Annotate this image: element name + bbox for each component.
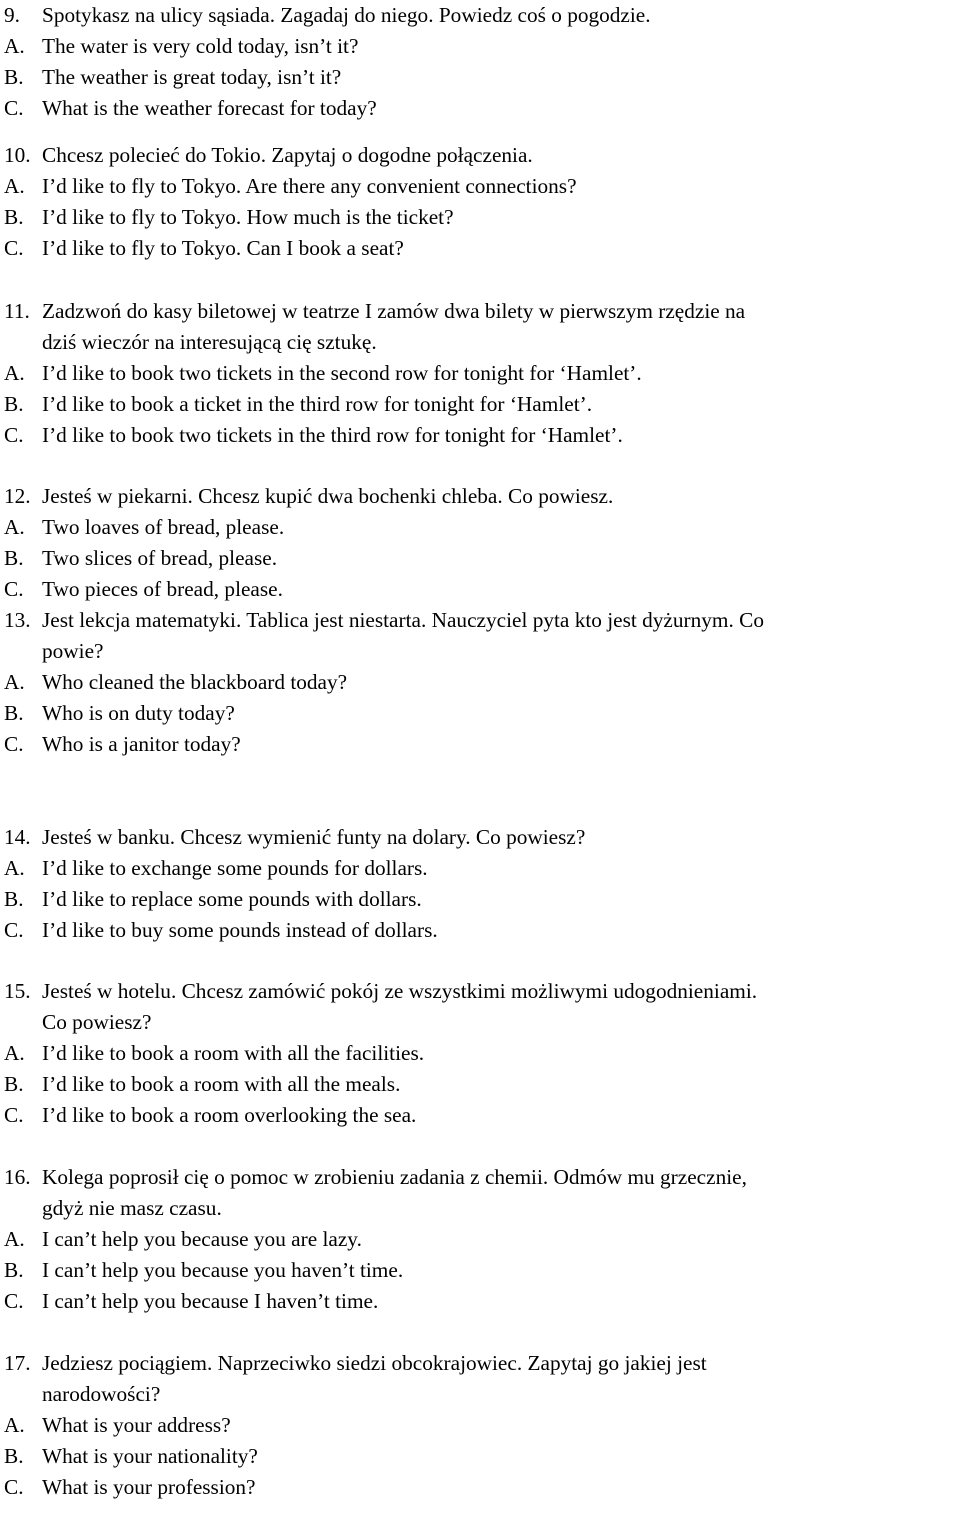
question-prompt-line <box>4 296 956 327</box>
answer-option <box>4 202 956 233</box>
answer-option <box>4 1441 956 1472</box>
option-text: Two slices of bread, please. <box>42 546 278 570</box>
answer-option <box>4 1472 956 1503</box>
question-prompt-text: Chcesz polecieć do Tokio. Zapytaj o dogodne połączenia. <box>42 143 533 167</box>
option-text: What is the weather forecast for today? <box>42 96 377 120</box>
question-prompt-text: dziś wieczór na interesującą cię sztukę. <box>42 330 377 354</box>
question-number: 17. <box>4 1351 31 1375</box>
answer-option <box>4 1038 956 1069</box>
option-text: What is your nationality? <box>42 1444 258 1468</box>
question-15 <box>4 976 956 1131</box>
option-text: What is your profession? <box>42 1475 256 1499</box>
question-number: 15. <box>4 979 31 1003</box>
option-text: I’d like to book a ticket in the third row for tonight for ‘Hamlet’. <box>42 392 593 416</box>
option-letter: A. <box>4 361 25 385</box>
answer-option <box>4 62 956 93</box>
option-letter: B. <box>4 701 24 725</box>
option-letter: B. <box>4 392 24 416</box>
answer-option <box>4 358 956 389</box>
question-prompt-line <box>4 327 956 358</box>
question-number: 10. <box>4 143 31 167</box>
question-9 <box>4 0 956 124</box>
option-text: I’d like to fly to Tokyo. Are there any convenient connections? <box>42 174 577 198</box>
option-letter: A. <box>4 1227 25 1251</box>
question-14 <box>4 822 956 946</box>
option-text: I’d like to exchange some pounds for dollars. <box>42 856 428 880</box>
question-prompt-text: Jesteś w banku. Chcesz wymienić funty na dolary. Co powiesz? <box>42 825 586 849</box>
question-prompt-line <box>4 1348 956 1379</box>
question-17 <box>4 1348 956 1503</box>
question-prompt-line <box>4 140 956 171</box>
question-prompt-text: Jest lekcja matematyki. Tablica jest niestarta. Nauczyciel pyta kto jest dyżurnym. Co <box>42 608 764 632</box>
option-letter: B. <box>4 1444 24 1468</box>
answer-option <box>4 1255 956 1286</box>
question-prompt-line <box>4 605 956 636</box>
question-prompt-text: Zadzwoń do kasy biletowej w teatrze I zamów dwa bilety w pierwszym rzędzie na <box>42 299 746 323</box>
option-text: I’d like to book two tickets in the second row for tonight for ‘Hamlet’. <box>42 361 642 385</box>
answer-option <box>4 389 956 420</box>
option-text: I can’t help you because you are lazy. <box>42 1227 362 1251</box>
answer-option <box>4 31 956 62</box>
answer-option <box>4 543 956 574</box>
answer-option <box>4 171 956 202</box>
option-letter: C. <box>4 577 24 601</box>
question-12 <box>4 481 956 605</box>
answer-option <box>4 1410 956 1441</box>
option-letter: C. <box>4 1289 24 1313</box>
answer-option <box>4 884 956 915</box>
option-text: I’d like to book a room with all the meals. <box>42 1072 401 1096</box>
question-number: 11. <box>4 299 30 323</box>
answer-option <box>4 729 956 760</box>
answer-option <box>4 698 956 729</box>
option-text: I’d like to fly to Tokyo. Can I book a seat? <box>42 236 404 260</box>
question-prompt-text: Co powiesz? <box>42 1010 152 1034</box>
question-prompt-line <box>4 636 956 667</box>
answer-option <box>4 667 956 698</box>
question-prompt-text: Spotykasz na ulicy sąsiada. Zagadaj do niego. Powiedz coś o pogodzie. <box>42 3 651 27</box>
option-letter: C. <box>4 423 24 447</box>
question-prompt-line <box>4 1379 956 1410</box>
question-16 <box>4 1162 956 1317</box>
answer-option <box>4 420 956 451</box>
answer-option <box>4 1069 956 1100</box>
option-text: What is your address? <box>42 1413 231 1437</box>
answer-option <box>4 512 956 543</box>
option-text: I can’t help you because you haven’t time. <box>42 1258 404 1282</box>
option-text: Two loaves of bread, please. <box>42 515 285 539</box>
question-10 <box>4 140 956 264</box>
answer-option <box>4 574 956 605</box>
option-text: I’d like to fly to Tokyo. How much is the ticket? <box>42 205 454 229</box>
option-letter: C. <box>4 1475 24 1499</box>
question-prompt-line <box>4 1007 956 1038</box>
question-number: 14. <box>4 825 31 849</box>
option-letter: A. <box>4 670 25 694</box>
option-letter: C. <box>4 236 24 260</box>
option-letter: A. <box>4 174 25 198</box>
answer-option <box>4 853 956 884</box>
answer-option <box>4 915 956 946</box>
option-text: Who is on duty today? <box>42 701 235 725</box>
option-letter: A. <box>4 1041 25 1065</box>
option-letter: A. <box>4 515 25 539</box>
option-letter: B. <box>4 65 24 89</box>
option-text: I can’t help you because I haven’t time. <box>42 1289 379 1313</box>
question-prompt-text: narodowości? <box>42 1382 161 1406</box>
option-letter: B. <box>4 546 24 570</box>
question-13 <box>4 605 956 760</box>
option-letter: C. <box>4 918 24 942</box>
question-prompt-text: Kolega poprosił cię o pomoc w zrobieniu zadania z chemii. Odmów mu grzecznie, <box>42 1165 747 1189</box>
question-number: 16. <box>4 1165 31 1189</box>
option-letter: A. <box>4 856 25 880</box>
question-11 <box>4 296 956 451</box>
question-prompt-text: Jesteś w hotelu. Chcesz zamówić pokój ze wszystkimi możliwymi udogodnieniami. <box>42 979 758 1003</box>
question-prompt-text: gdyż nie masz czasu. <box>42 1196 222 1220</box>
option-letter: A. <box>4 34 25 58</box>
question-prompt-line <box>4 0 956 31</box>
answer-option <box>4 93 956 124</box>
question-prompt-line <box>4 976 956 1007</box>
option-text: I’d like to book a room with all the facilities. <box>42 1041 425 1065</box>
answer-option <box>4 1100 956 1131</box>
option-letter: C. <box>4 1103 24 1127</box>
option-letter: B. <box>4 887 24 911</box>
question-prompt-line <box>4 1193 956 1224</box>
option-letter: C. <box>4 96 24 120</box>
option-text: I’d like to book a room overlooking the sea. <box>42 1103 417 1127</box>
option-text: The water is very cold today, isn’t it? <box>42 34 359 58</box>
answer-option <box>4 1224 956 1255</box>
option-letter: C. <box>4 732 24 756</box>
option-letter: B. <box>4 205 24 229</box>
option-text: The weather is great today, isn’t it? <box>42 65 342 89</box>
question-prompt-line <box>4 481 956 512</box>
option-letter: B. <box>4 1072 24 1096</box>
answer-option <box>4 233 956 264</box>
question-prompt-text: powie? <box>42 639 104 663</box>
question-number: 12. <box>4 484 31 508</box>
option-letter: A. <box>4 1413 25 1437</box>
option-text: I’d like to replace some pounds with dollars. <box>42 887 422 911</box>
question-number: 9. <box>4 3 20 27</box>
answer-option <box>4 1286 956 1317</box>
option-letter: B. <box>4 1258 24 1282</box>
option-text: I’d like to buy some pounds instead of dollars. <box>42 918 438 942</box>
option-text: Who cleaned the blackboard today? <box>42 670 348 694</box>
question-prompt-text: Jedziesz pociągiem. Naprzeciwko siedzi obcokrajowiec. Zapytaj go jakiej jest <box>42 1351 707 1375</box>
option-text: I’d like to book two tickets in the third row for tonight for ‘Hamlet’. <box>42 423 623 447</box>
question-prompt-line <box>4 1162 956 1193</box>
question-prompt-text: Jesteś w piekarni. Chcesz kupić dwa bochenki chleba. Co powiesz. <box>42 484 614 508</box>
question-prompt-line <box>4 822 956 853</box>
option-text: Who is a janitor today? <box>42 732 241 756</box>
question-number: 13. <box>4 608 31 632</box>
option-text: Two pieces of bread, please. <box>42 577 283 601</box>
